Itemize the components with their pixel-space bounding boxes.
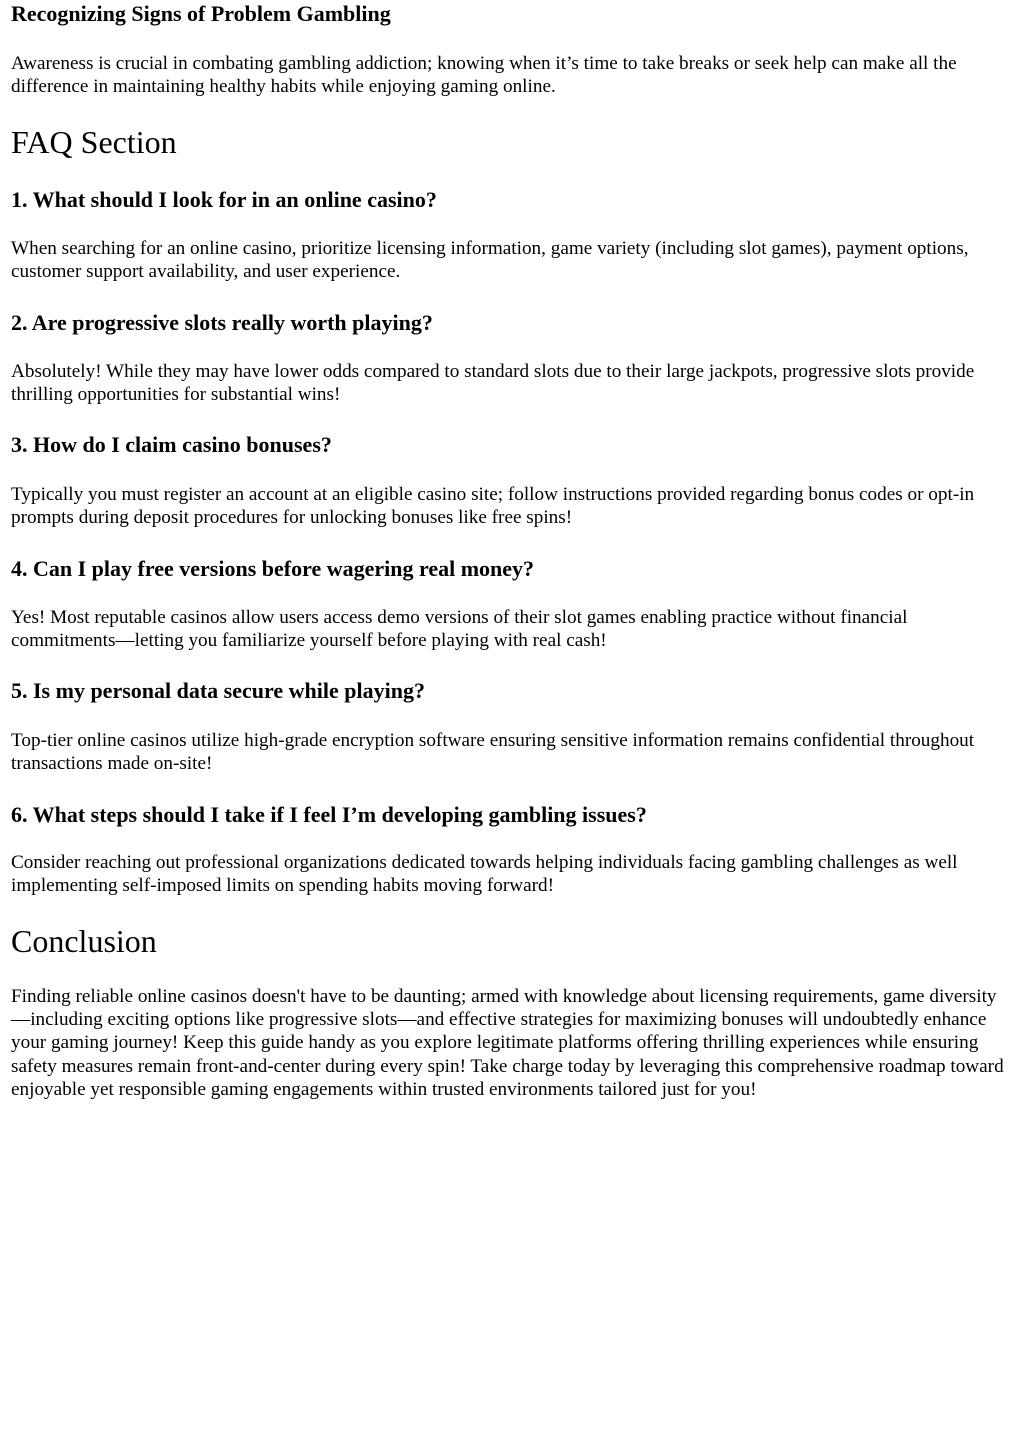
conclusion-paragraph: Finding reliable online casinos doesn't have to be daunting; armed with knowledge about licensing requirements, game diversity—including exciting options like progressive slots—and effective strategies for maximizing bonuses will undoubtedly enhance your gaming journey! Keep this guide handy as you explore legitimate platforms offering thrilling experiences while ensuring safety measures remain front-and-center during every spin! Take charge today by leveraging this comprehensive roadmap toward enjoyable yet responsible gaming engagements within trusted environments tailored just for you!	[11, 986, 1004, 1100]
faq-question: 5. Is my personal data secure while playing?	[11, 678, 425, 703]
faq-answer: Yes! Most reputable casinos allow users access demo versions of their slot games enabling practice without financial commitments—letting you familiarize yourself before playing with real cash!	[11, 607, 908, 652]
problem-gambling-paragraph: Awareness is crucial in combating gambling addiction; knowing when it’s time to take breaks or seek help can make all the difference in maintaining healthy habits while enjoying gaming online.	[11, 53, 957, 98]
faq-question: 1. What should I look for in an online casino?	[11, 187, 437, 212]
faq-question: 6. What steps should I take if I feel I’m developing gambling issues?	[11, 802, 647, 827]
faq-heading: FAQ Section	[11, 124, 177, 160]
conclusion-heading: Conclusion	[11, 923, 157, 959]
faq-answer: When searching for an online casino, prioritize licensing information, game variety (including slot games), payment options, customer support availability, and user experience.	[11, 238, 969, 283]
faq-question: 3. How do I claim casino bonuses?	[11, 432, 332, 457]
faq-question: 2. Are progressive slots really worth playing?	[11, 310, 433, 335]
faq-answer: Typically you must register an account at an eligible casino site; follow instructions provided regarding bonus codes or opt-in prompts during deposit procedures for unlocking bonuses like free spins!	[11, 484, 975, 529]
faq-answer: Top-tier online casinos utilize high-grade encryption software ensuring sensitive information remains confidential throughout transactions made on-site!	[11, 730, 975, 775]
faq-answer: Absolutely! While they may have lower odds compared to standard slots due to their large jackpots, progressive slots provide thrilling opportunities for substantial wins!	[11, 361, 975, 406]
faq-question: 4. Can I play free versions before wagering real money?	[11, 556, 535, 581]
problem-gambling-heading: Recognizing Signs of Problem Gambling	[11, 1, 391, 26]
faq-answer: Consider reaching out professional organizations dedicated towards helping individuals facing gambling challenges as well implementing self-imposed limits on spending habits moving forward!	[11, 852, 958, 897]
